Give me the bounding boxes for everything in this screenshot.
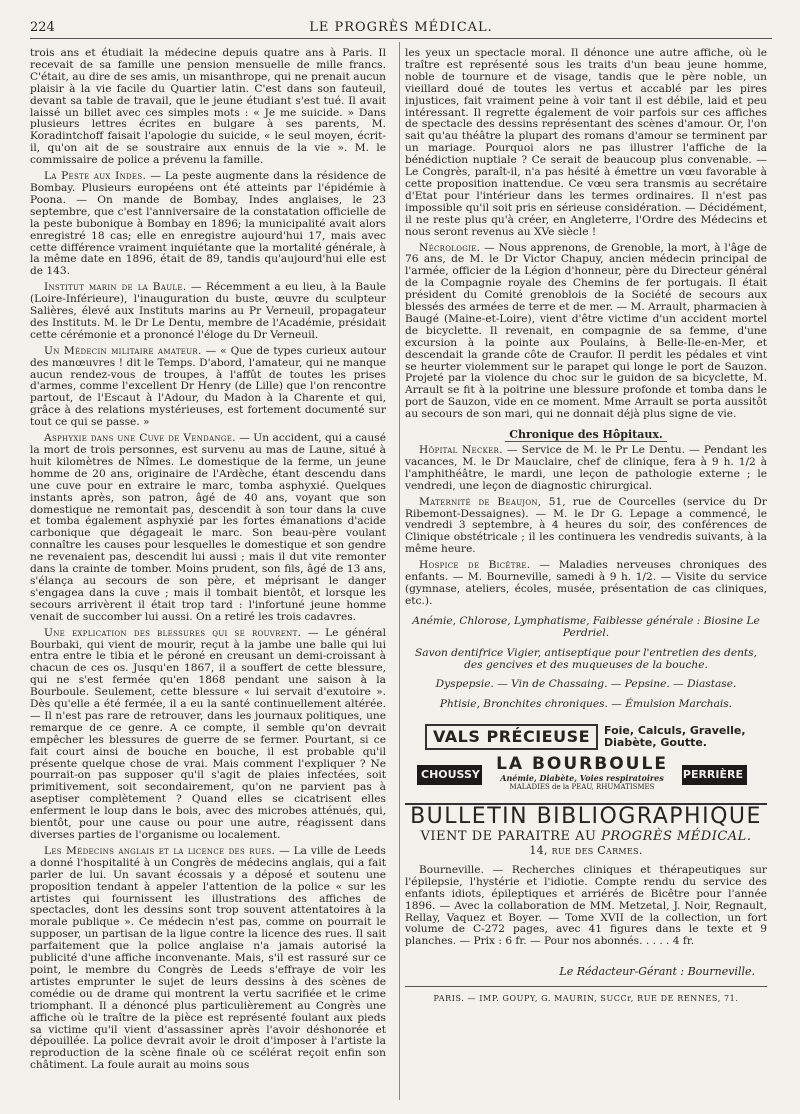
bulletin-address: 14, rue des Carmes. bbox=[529, 844, 643, 858]
article-paragraph: Institut marin de la Baule. — Récemment a eu lieu, à la Baule (Loire-Inférieure), l'inauguration du buste, œuvre du sculpteur Salières, élevé aux Instituts marins au Pr Verneuil, propagateur des Instituts. M. le Dr Le Dentu, membre de l'Académie, présidait cette cérémonie et a prononcé l'éloge du Dr Verneuil. bbox=[30, 281, 386, 341]
column-divider bbox=[399, 42, 400, 1100]
article-paragraph: Asphyxie dans une Cuve de Vendange. — Un accident, qui a causé la mort de trois personnes, est survenu au mas de Laune, situé à huit kilomètres de Nîmes. Le domestique de la ferme, un jeune homme de 20 ans, originaire de l'Ardèche, étant descendu dans une cuve pour en extraire le marc, tomba asphyxié. Quelques instants après, son patron, âgé de 40 ans, voyant que son domestique ne remontait pas, descendit à son tour dans la cuve et tomba également asphyxié par les fortes émanations d'acide carbonique que dégageait le marc. Son beau-père voulant connaître les causes pour lesquelles le domestique et son gendre ne revenaient pas, descendit lui aussi ; mais il dut vite remonter dans la crainte de tomber. Moins prudent, son fils, âgé de 13 ans, s'élança au secours de son père, et méprisant le danger s'engagea dans la cuve ; mais il tombait bientôt, et lorsque les secours arrivèrent il était trop tard : l'infortuné jeune homme venait de succomber lui aussi. On a retiré les trois cadavres. bbox=[30, 432, 386, 623]
bulletin-bibliographique bbox=[405, 803, 767, 857]
article-title: Un Médecin militaire amateur. bbox=[44, 344, 202, 357]
hospital-title: Hospice de Bicêtre. bbox=[419, 559, 531, 572]
bulletin-entry: Bourneville. — Recherches cliniques et thérapeutiques sur l'épilepsie, l'hystérie et l'idiotie. Compte rendu du service des enfants idiots, épileptiques et arriérés de Bicêtre pour l'année 1896. — Avec la collaboration de MM. Metzetal, J. Noir, Regnault, Rellay, Vaquez et Boyer. — Tome XVII de la collection, un fort volume de C-272 pages, avec 41 figures dans le texte et 9 planches. — Prix : 6 fr. — Pour nos abonnés. . . . . 4 fr. bbox=[405, 863, 767, 948]
redacteur-gerant: Le Rédacteur-Gérant : Bourneville. bbox=[559, 965, 755, 979]
page-number: 224 bbox=[30, 20, 55, 35]
hospital-item: Hôpital Necker. — Service de M. le Pr Le Dentu. — Pendant les vacances, M. le Dr Mauclaire, chef de clinique, fera à 9 h. 1/2 à l'amphithéâtre, le mardi, une leçon de pathologie externe ; le vendredi, une leçon de diagnostic chirurgical. bbox=[405, 444, 767, 492]
ad-savon: Savon dentifrice Vigier, antiseptique pour l'entretien des dents, des gencives et des muqueuses de la bouche. bbox=[415, 646, 757, 671]
choussy-tag: CHOUSSY bbox=[417, 765, 484, 785]
page-header bbox=[30, 18, 772, 39]
bulletin-subtitle: VIENT DE PARAITRE AU PROGRÈS MÉDICAL. bbox=[420, 829, 752, 845]
perriere-tag: PERRIÈRE bbox=[679, 765, 747, 785]
ad-block bbox=[405, 616, 767, 711]
article-paragraph: Les Médecins anglais et la licence des rues. — La ville de Leeds a donné l'hospitalité à un Congrès de médecins anglais, qui a fait parler de lui. Un savant écossais y a déposé et soutenu une proposition tendant à appeler l'attention de la police « sur les artistes qui fournissent les illustrations des affiches de spectacles, dont les dessins sont trop souvent attentatoires à la morale publique ». Ce médecin n'est pas, comme on pourrait le supposer, un partisan de la ligue contre la licence des rues. Il sait parfaitement que la police anglaise n'a jamais autorisé la publicité d'une affiche inconvenante. Mais, s'il est rassuré sur ce point, le membre du Congrès de Leeds s'effraye de voir les artistes emprunter le sujet de leurs dessins à des scènes de comédie ou de drame qui montrent la vertu sacrifiée et le crime triomphant. Il a dénoncé plus particulièrement au Congrès une affiche où le traître de la pièce est représenté foulant aux pieds sa victime qu'il vient d'assassiner après l'avoir déshonorée et dépouillée. La police devrait avoir le droit d'imposer à l'artiste la reproduction de la scène finale où ce scélérat reçoit enfin son châtiment. La foule aurait au moins sous bbox=[30, 844, 386, 1072]
ad-chassaing: Dyspepsie. — Vin de Chassaing. — Pepsine. — Diastase. bbox=[435, 678, 737, 691]
left-column bbox=[30, 48, 386, 1076]
ad-marchais: Phtisie, Bronchites chroniques. — Émulsion Marchais. bbox=[439, 698, 733, 711]
article-paragraph: trois ans et étudiait la médecine depuis quatre ans à Paris. Il recevait de sa famille une pension mensuelle de mille francs. C'était, au dire de ses amis, un misanthrope, qui ne prenait aucun plaisir à la vie facile du Quartier latin. C'est dans son fauteuil, devant sa table de travail, que le jeune étudiant s'est tué. Il avait laissé un billet avec ces simples mots : « Je me suicide. » Dans plusieurs lettres écrites en bulgare à ses parents, M. Koradintchoff faisait l'apologie du suicide, « le seul moyen, écrit-il, qu'on ait de se soustraire aux ennuis de la vie ». M. le commissaire de police a prévenu la famille. bbox=[30, 47, 386, 167]
bourboule-diseases: MALADIES de la PEAU, RHUMATISMES bbox=[509, 783, 655, 792]
hospital-title: Maternité de Beaujon, bbox=[419, 495, 542, 508]
bourboule-ad bbox=[417, 755, 747, 797]
bourboule-center bbox=[482, 755, 682, 792]
hospital-title: Hôpital Necker. bbox=[419, 444, 503, 456]
article-paragraph: Un Médecin militaire amateur. — « Que de types curieux autour des manœuvres ! dit le Temps. D'abord, l'amateur, qui ne manque aucun rendez-vous de troupes, à l'affût de toutes les prises d'armes, comme l'excellent Dr Henry (de Lille) que l'on rencontre partout, de l'Escaut à l'Adour, du Madon à la Charente et qui, grâce à des relations mystérieuses, est fortement documenté sur tout ce qui se passe. » bbox=[30, 344, 387, 429]
article-paragraph: Une explication des blessures qui se rouvrent. — Le général Bourbaki, qui vient de mourir, reçut à la jambe une balle qui lui entra entre le tibia et le péroné en creusant un demi-croissant à chacun de ces os. Jusqu'en 1867, il a souffert de cette blessure, qui ne s'est fermée qu'en 1868 pendant une saison à la Bourboule. Seulement, cette blessure « lui servait d'exutoire ». Dès qu'elle a été fermée, il a eu la santé continuellement altérée. — Il n'est pas rare de retrouver, dans les journaux politiques, une remarque de ce genre. A ce compte, il semble qu'on devrait empêcher les blessures de guerre de se fermer. Pourtant, si ce fait court ainsi de bouche en bouche, il est probable qu'il présente quelque chose de vrai. Mais comment l'expliquer ? Ne pourrait-on pas supposer qu'il s'agit de plaies infectées, soit primitivement, soit secondairement, qu'on ne parvient pas à aseptiser complètement ? Quand elles se cicatrisent elles enferment le loup dans le bois, avec des microbes atténués, qui, bientôt, pour une cause ou pour une autre, réagissent dans diverses parties de l'organisme ou localement. bbox=[30, 626, 386, 841]
hospital-item: Hospice de Bicêtre. — Maladies nerveuses chroniques des enfants. — M. Bourneville, samedi à 9 h. 1/2. — Visite du service (gymnase, ateliers, écoles, musée, présentation de cas cliniques, etc.). bbox=[405, 559, 767, 607]
article-paragraph: La Peste aux Indes. — La peste augmente dans la résidence de Bombay. Plusieurs européens ont été atteints par l'épidémie à Poona. — On mande de Bombay, Indes anglaises, le 23 septembre, que c'est l'anniversaire de la constatation officielle de la peste bubonique à Bombay en 1896; la municipalité avait alors enregistré 18 cas; elle en enregistre aujourd'hui 17, mais avec cette différence vraiment inquiétante que la mortalité générale, à la même date en 1896, était de 89, tandis qu'aujourd'hui elle est de 143. bbox=[30, 170, 386, 278]
vals-ad bbox=[425, 723, 767, 751]
article-title: Institut marin de la Baule. bbox=[44, 281, 187, 294]
article-paragraph: les yeux un spectacle moral. Il dénonce une autre affiche, où le traître est représenté sous les traits d'un beau jeune homme, noble de tournure et de visage, tandis que le père noble, un vieillard doué de toutes les vertus et accablé par les pires injustices, fait vraiment peine à voir tant il est débile, laid et peu intéressant. Il regrette également de voir parfois sur ces affiches de spectacle des dessins représentant des scènes d'amour. Or, l'on sait qu'au théâtre la plupart des romans d'amour se terminent par un mariage. Pourquoi alors ne pas illustrer l'affiche de la bénédiction nuptiale ? Ce serait de beaucoup plus convenable. — Le Congrès, paraît-il, n'a pas hésité à émettre un vœu favorable à cette proposition inattendue. Ce vœu sera transmis au secrétaire d'Etat pour l'intérieur dans les termes ordinaires. Il n'est pas impossible qu'il soit pris en sérieuse considération. — Décidément, il ne reste plus qu'à créer, en Angleterre, l'Ordre des Médecins et nous seront revenus au XVe siècle ! bbox=[405, 47, 767, 238]
article-title: Les Médecins anglais et la licence des rues. bbox=[44, 844, 276, 857]
vals-claims: Foie, Calculs, Gravelle, Diabète, Goutte. bbox=[604, 724, 746, 750]
article-title: Une explication des blessures qui se rouvrent. bbox=[44, 626, 302, 639]
bourboule-name: LA BOURBOULE bbox=[496, 754, 668, 775]
hospitals-heading: Chronique des Hôpitaux. bbox=[405, 429, 767, 441]
right-column bbox=[405, 48, 767, 1005]
hospital-item: Maternité de Beaujon, 51, rue de Courcelles (service du Dr Ribemont-Dessaignes). — M. le Dr G. Lepage a commencé, le vendredi 3 septembre, à 4 heures du soir, des conférences de Clinique obstétricale ; il les continuera les vendredis suivants, à la même heure. bbox=[405, 495, 767, 556]
bulletin-title: BULLETIN BIBLIOGRAPHIQUE bbox=[405, 803, 767, 823]
printer-footer: PARIS. — IMP. GOUPY, G. MAURIN, SUCCr, RUE DE RENNES, 71. bbox=[405, 986, 767, 1005]
bourboule-indications: Anémie, Diabète, Voies respiratoires bbox=[500, 773, 664, 784]
article-title: La Peste aux Indes. bbox=[44, 170, 147, 183]
article-title: Nécrologie. bbox=[419, 241, 481, 254]
journal-title: LE PROGRÈS MÉDICAL. bbox=[309, 20, 493, 35]
article-paragraph: Nécrologie. — Nous apprenons, de Grenoble, la mort, à l'âge de 76 ans, de M. le Dr Victor Chapuy, ancien médecin principal de l'armée, officier de la Légion d'honneur, père du Directeur général de la Compagnie royale des Chemins de fer portugais. Il était président du Comité grenoblois de la Société de secours aux blessés des armées de terre et de mer. — M. Arrault, pharmacien à Baugé (Maine-et-Loire), vient d'être victime d'un accident mortel de bicyclette. Il revenait, en compagnie de sa femme, d'une excursion à la pointe aux Poulains, à Belle-Ile-en-Mer, et descendait la grande côte de Craufor. Il perdit les pédales et vint se heurter violemment sur le parapet qui longe le port de Sauzon. Projeté par la violence du choc sur le guidon de sa bicyclette, M. Arrault se fit à la poitrine une blessure profonde et tomba dans le port de Sauzon, vide en ce moment. Mme Arrault se porta aussitôt au secours de son mari, qui ne donnait déjà plus signe de vie. bbox=[405, 241, 767, 421]
vals-logo: VALS PRÉCIEUSE bbox=[425, 724, 598, 750]
article-title: Asphyxie dans une Cuve de Vendange. bbox=[44, 432, 236, 445]
ad-biosine: Anémie, Chlorose, Lymphatisme, Faiblesse générale : Biosine Le Perdriel. bbox=[412, 614, 760, 639]
